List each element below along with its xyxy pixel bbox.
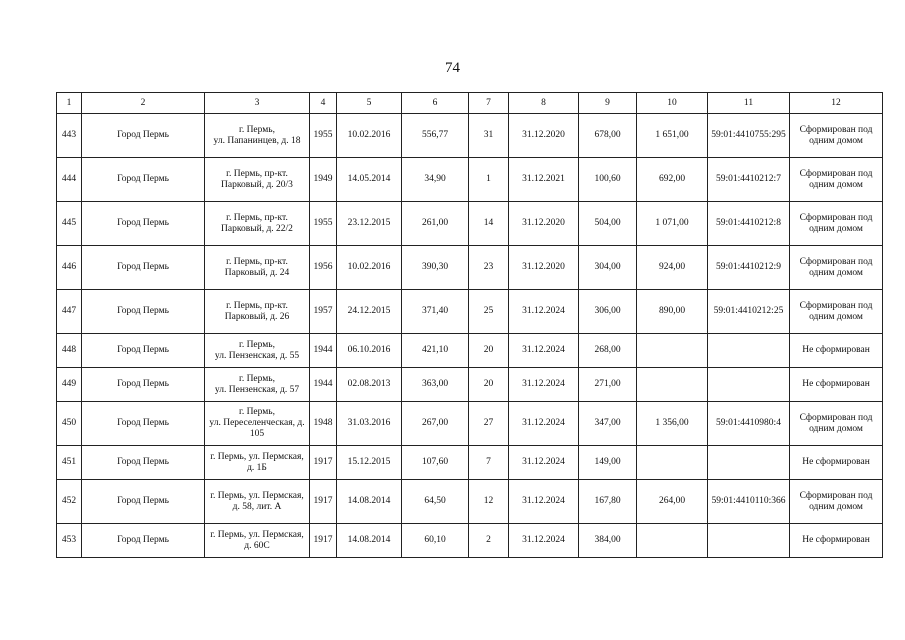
cadastral-number-cell: 59:01:4410110:366	[708, 480, 790, 524]
residents-count-cell: 1	[469, 158, 509, 202]
cadastral-number-cell: 59:01:4410212:25	[708, 290, 790, 334]
land-status-cell: Не сформирован	[790, 446, 883, 480]
cadastral-number-cell: 59:01:4410212:8	[708, 202, 790, 246]
row-number-cell: 448	[57, 334, 82, 368]
row-number-cell: 445	[57, 202, 82, 246]
header-row	[57, 93, 883, 114]
municipality-cell: Город Пермь	[82, 368, 205, 402]
residents-count-cell: 25	[469, 290, 509, 334]
land-status-cell: Сформирован под одним домом	[790, 114, 883, 158]
recognition-date-cell: 23.12.2015	[337, 202, 402, 246]
land-area-cell: 384,00	[579, 524, 637, 558]
municipality-cell: Город Пермь	[82, 446, 205, 480]
build-year-cell: 1948	[310, 402, 337, 446]
address-cell: г. Пермь, ул. Папанинцев, д. 18	[205, 114, 310, 158]
table-row	[57, 246, 883, 290]
table-row	[57, 334, 883, 368]
land-status-cell: Сформирован под одним домом	[790, 246, 883, 290]
cadastral-value-cell: 1 356,00	[637, 402, 708, 446]
area-cell: 363,00	[402, 368, 469, 402]
address-cell: г. Пермь, пр-кт. Парковый, д. 26	[205, 290, 310, 334]
table-row	[57, 402, 883, 446]
recognition-date-cell: 14.05.2014	[337, 158, 402, 202]
row-number-cell: 453	[57, 524, 82, 558]
resettlement-deadline-cell: 31.12.2020	[509, 114, 579, 158]
column-header-9: 9	[579, 93, 637, 114]
resettlement-deadline-cell: 31.12.2024	[509, 368, 579, 402]
land-area-cell: 271,00	[579, 368, 637, 402]
area-cell: 390,30	[402, 246, 469, 290]
land-area-cell: 100,60	[579, 158, 637, 202]
column-header-8: 8	[509, 93, 579, 114]
build-year-cell: 1957	[310, 290, 337, 334]
registry-table	[56, 92, 883, 558]
residents-count-cell: 14	[469, 202, 509, 246]
address-cell: г. Пермь, ул. Пензенская, д. 55	[205, 334, 310, 368]
column-header-11: 11	[708, 93, 790, 114]
row-number-cell: 451	[57, 446, 82, 480]
row-number-cell: 446	[57, 246, 82, 290]
area-cell: 107,60	[402, 446, 469, 480]
recognition-date-cell: 10.02.2016	[337, 114, 402, 158]
table-row	[57, 290, 883, 334]
municipality-cell: Город Пермь	[82, 524, 205, 558]
cadastral-number-cell: 59:01:4410212:9	[708, 246, 790, 290]
resettlement-deadline-cell: 31.12.2024	[509, 334, 579, 368]
residents-count-cell: 7	[469, 446, 509, 480]
land-status-cell: Сформирован под одним домом	[790, 480, 883, 524]
cadastral-value-cell: 1 071,00	[637, 202, 708, 246]
row-number-cell: 449	[57, 368, 82, 402]
column-header-1: 1	[57, 93, 82, 114]
address-cell: г. Пермь, ул. Пермская, д. 1Б	[205, 446, 310, 480]
table-row	[57, 368, 883, 402]
column-header-10: 10	[637, 93, 708, 114]
build-year-cell: 1944	[310, 368, 337, 402]
recognition-date-cell: 14.08.2014	[337, 480, 402, 524]
recognition-date-cell: 10.02.2016	[337, 246, 402, 290]
address-cell: г. Пермь, пр-кт. Парковый, д. 20/3	[205, 158, 310, 202]
row-number-cell: 447	[57, 290, 82, 334]
land-status-cell: Не сформирован	[790, 368, 883, 402]
area-cell: 371,40	[402, 290, 469, 334]
resettlement-deadline-cell: 31.12.2024	[509, 446, 579, 480]
address-cell: г. Пермь, ул. Пермская, д. 58, лит. А	[205, 480, 310, 524]
land-status-cell: Не сформирован	[790, 334, 883, 368]
residents-count-cell: 23	[469, 246, 509, 290]
table-row	[57, 202, 883, 246]
municipality-cell: Город Пермь	[82, 158, 205, 202]
area-cell: 421,10	[402, 334, 469, 368]
table-row	[57, 446, 883, 480]
municipality-cell: Город Пермь	[82, 246, 205, 290]
build-year-cell: 1944	[310, 334, 337, 368]
cadastral-value-cell: 924,00	[637, 246, 708, 290]
address-cell: г. Пермь, пр-кт. Парковый, д. 24	[205, 246, 310, 290]
residents-count-cell: 2	[469, 524, 509, 558]
land-status-cell: Сформирован под одним домом	[790, 402, 883, 446]
build-year-cell: 1956	[310, 246, 337, 290]
row-number-cell: 452	[57, 480, 82, 524]
column-header-4: 4	[310, 93, 337, 114]
cadastral-number-cell	[708, 334, 790, 368]
cadastral-number-cell	[708, 446, 790, 480]
address-cell: г. Пермь, ул. Пензенская, д. 57	[205, 368, 310, 402]
area-cell: 34,90	[402, 158, 469, 202]
column-header-2: 2	[82, 93, 205, 114]
build-year-cell: 1917	[310, 480, 337, 524]
resettlement-deadline-cell: 31.12.2024	[509, 524, 579, 558]
cadastral-value-cell	[637, 446, 708, 480]
land-area-cell: 678,00	[579, 114, 637, 158]
column-header-5: 5	[337, 93, 402, 114]
municipality-cell: Город Пермь	[82, 480, 205, 524]
recognition-date-cell: 24.12.2015	[337, 290, 402, 334]
land-area-cell: 149,00	[579, 446, 637, 480]
build-year-cell: 1955	[310, 202, 337, 246]
page-number: 74	[445, 60, 460, 76]
land-status-cell: Сформирован под одним домом	[790, 290, 883, 334]
land-status-cell: Сформирован под одним домом	[790, 202, 883, 246]
land-area-cell: 304,00	[579, 246, 637, 290]
table-row	[57, 158, 883, 202]
cadastral-value-cell: 1 651,00	[637, 114, 708, 158]
address-cell: г. Пермь, пр-кт. Парковый, д. 22/2	[205, 202, 310, 246]
column-header-7: 7	[469, 93, 509, 114]
build-year-cell: 1955	[310, 114, 337, 158]
land-status-cell: Сформирован под одним домом	[790, 158, 883, 202]
land-area-cell: 504,00	[579, 202, 637, 246]
column-header-12: 12	[790, 93, 883, 114]
cadastral-value-cell	[637, 334, 708, 368]
area-cell: 267,00	[402, 402, 469, 446]
municipality-cell: Город Пермь	[82, 114, 205, 158]
cadastral-value-cell	[637, 524, 708, 558]
cadastral-value-cell	[637, 368, 708, 402]
municipality-cell: Город Пермь	[82, 202, 205, 246]
build-year-cell: 1949	[310, 158, 337, 202]
land-status-cell: Не сформирован	[790, 524, 883, 558]
row-number-cell: 450	[57, 402, 82, 446]
column-header-6: 6	[402, 93, 469, 114]
cadastral-number-cell	[708, 524, 790, 558]
column-header-3: 3	[205, 93, 310, 114]
municipality-cell: Город Пермь	[82, 290, 205, 334]
land-area-cell: 167,80	[579, 480, 637, 524]
recognition-date-cell: 02.08.2013	[337, 368, 402, 402]
residents-count-cell: 20	[469, 334, 509, 368]
residents-count-cell: 27	[469, 402, 509, 446]
recognition-date-cell: 06.10.2016	[337, 334, 402, 368]
address-cell: г. Пермь, ул. Переселенческая, д. 105	[205, 402, 310, 446]
residents-count-cell: 20	[469, 368, 509, 402]
area-cell: 261,00	[402, 202, 469, 246]
resettlement-deadline-cell: 31.12.2020	[509, 202, 579, 246]
land-area-cell: 268,00	[579, 334, 637, 368]
resettlement-deadline-cell: 31.12.2024	[509, 402, 579, 446]
municipality-cell: Город Пермь	[82, 402, 205, 446]
cadastral-value-cell: 264,00	[637, 480, 708, 524]
resettlement-deadline-cell: 31.12.2021	[509, 158, 579, 202]
row-number-cell: 444	[57, 158, 82, 202]
recognition-date-cell: 31.03.2016	[337, 402, 402, 446]
residents-count-cell: 31	[469, 114, 509, 158]
resettlement-deadline-cell: 31.12.2020	[509, 246, 579, 290]
cadastral-number-cell: 59:01:4410755:295	[708, 114, 790, 158]
address-cell: г. Пермь, ул. Пермская, д. 60С	[205, 524, 310, 558]
residents-count-cell: 12	[469, 480, 509, 524]
resettlement-deadline-cell: 31.12.2024	[509, 480, 579, 524]
build-year-cell: 1917	[310, 524, 337, 558]
cadastral-number-cell	[708, 368, 790, 402]
cadastral-number-cell: 59:01:4410980:4	[708, 402, 790, 446]
recognition-date-cell: 14.08.2014	[337, 524, 402, 558]
cadastral-number-cell: 59:01:4410212:7	[708, 158, 790, 202]
build-year-cell: 1917	[310, 446, 337, 480]
recognition-date-cell: 15.12.2015	[337, 446, 402, 480]
area-cell: 556,77	[402, 114, 469, 158]
land-area-cell: 347,00	[579, 402, 637, 446]
municipality-cell: Город Пермь	[82, 334, 205, 368]
table-row	[57, 524, 883, 558]
area-cell: 64,50	[402, 480, 469, 524]
cadastral-value-cell: 890,00	[637, 290, 708, 334]
table-row	[57, 480, 883, 524]
table-row	[57, 114, 883, 158]
resettlement-deadline-cell: 31.12.2024	[509, 290, 579, 334]
cadastral-value-cell: 692,00	[637, 158, 708, 202]
land-area-cell: 306,00	[579, 290, 637, 334]
area-cell: 60,10	[402, 524, 469, 558]
row-number-cell: 443	[57, 114, 82, 158]
